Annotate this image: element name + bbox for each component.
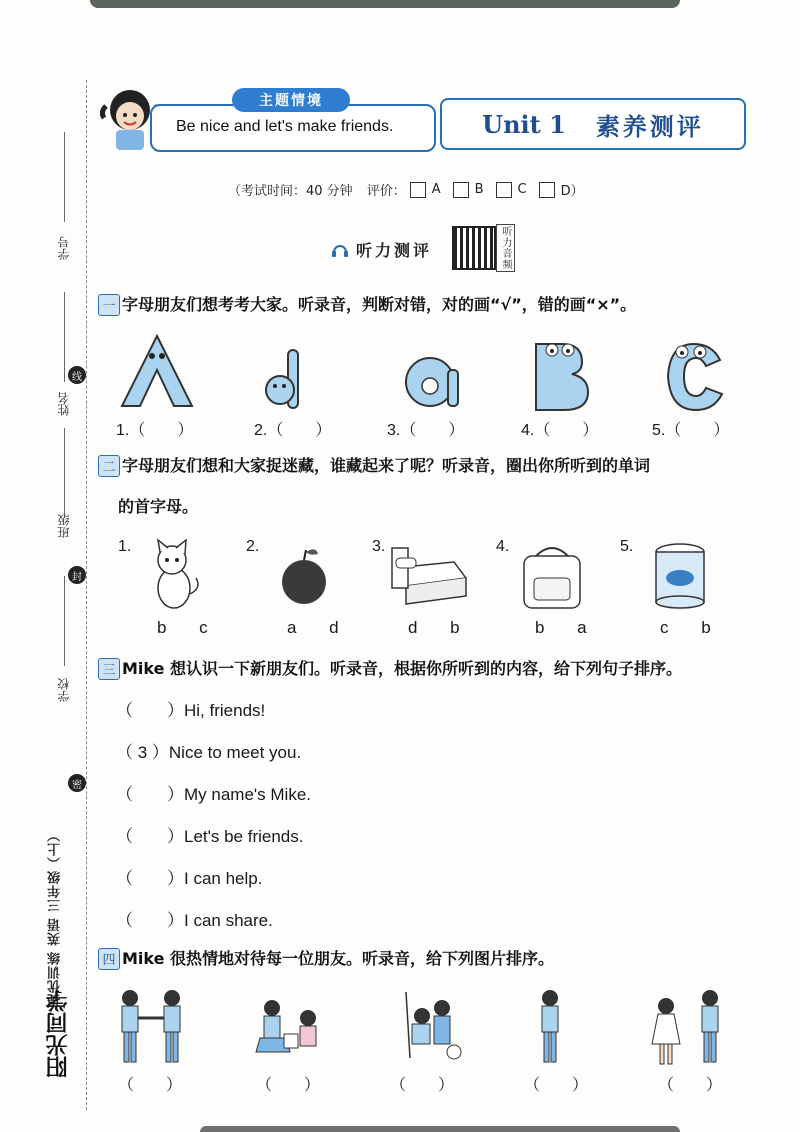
grade-d-checkbox[interactable] [539,182,555,198]
sentence-blank[interactable]: （ ） [116,911,184,930]
sentence-row [116,738,301,763]
sentence-text: Nice to meet you. [168,743,302,762]
s2-number-5: 5. [620,538,634,555]
section3-number: 三 [98,658,120,680]
section2-heading [98,453,650,477]
sentence-text: Hi, friends! [184,701,266,720]
kids-sharing-icon [256,1000,316,1052]
sentence-text: I can help. [184,869,263,888]
s1-answer-1[interactable]: 1.（ ） [116,422,194,439]
sentence-blank[interactable]: （ ） [116,827,184,846]
can-icon [656,544,704,608]
grade-a-checkbox[interactable] [410,182,426,198]
s2-choices-2[interactable]: a d [287,618,353,637]
theme-tag: 主题情境 [232,88,350,112]
s2-number-3: 3. [372,538,386,555]
name-rule [64,292,65,382]
section1-heading [98,292,636,316]
s4-answer-5[interactable]: （ ） [658,1077,723,1094]
grade-b-checkbox[interactable] [453,182,469,198]
boy-and-girl-greeting-icon [652,990,718,1064]
listening-title: 听力测评 [356,241,433,260]
section1-letters [112,330,752,414]
s4-answer-3[interactable]: （ ） [390,1077,455,1094]
top-edge-strip [90,0,680,8]
boy-standing-icon [542,990,558,1062]
grade-label: 评价： [366,184,406,199]
sentence-row [116,780,311,805]
s2-choices-4[interactable]: b a [535,618,601,637]
grade-c-checkbox[interactable] [496,182,512,198]
name-label: 姓名 [57,392,71,416]
sentence-text: My name's Mike. [184,785,311,804]
section4-instruction: Mike 很热情地对待每一位朋友。听录音，给下列图片排序。 [122,949,555,968]
s2-choices-5[interactable]: c b [660,618,725,637]
letter-c-uppercase-icon [668,344,722,410]
student-id-label: 学号 [57,236,71,260]
school-rule [64,576,65,666]
s2-choices-3[interactable]: d b [408,618,474,637]
s1-answer-3[interactable]: 3.（ ） [387,422,465,439]
theme-sentence: Be nice and let's make friends. [176,118,394,135]
sentence-row [116,864,262,889]
s4-answer-4[interactable]: （ ） [524,1077,589,1094]
section4-pictures [110,988,740,1068]
s1-answer-2[interactable]: 2.（ ） [254,422,332,439]
bind-mark-seal: 封 [68,566,86,584]
sentence-row [116,822,303,847]
s2-number-2: 2. [246,538,260,555]
boys-shaking-hands-icon [122,990,180,1062]
bind-mark-secret: 密 [68,774,86,792]
book-title: 提优训练 英语 三年级（上） [48,828,63,1008]
boy-helping-friend-icon [406,992,461,1059]
class-rule [64,428,65,518]
sentence-text: I can share. [184,911,273,930]
exam-info [228,180,584,199]
s2-number-1: 1. [118,538,132,555]
section2-instruction-1: 字母朋友们想和大家捉迷藏，谁藏起来了呢？听录音，圈出你所听到的单词 [122,456,651,475]
qr-code-icon[interactable] [452,226,496,270]
sentence-blank[interactable]: （ ） [116,701,184,720]
unit-title-box [440,98,746,150]
section4-number: 四 [98,948,120,970]
section3-heading [98,656,682,680]
sentence-blank[interactable]: （ ） [116,869,184,888]
school-label: 学校 [57,678,71,702]
letter-a-lowercase-icon [406,358,458,406]
grade-a-label: A [431,182,441,197]
schoolbag-icon [524,548,580,608]
binding-line [86,80,87,1110]
bottom-edge-strip [200,1126,680,1132]
unit-number: Unit 1 [482,109,566,139]
s2-choices-1[interactable]: b c [157,618,222,637]
student-id-rule [64,132,65,222]
apple-icon [282,549,326,604]
section1-number: 一 [98,294,120,316]
letter-a-uppercase-icon [122,336,192,406]
sentence-blank[interactable]: （ ） [116,785,184,804]
section2-number: 二 [98,455,120,477]
s1-answer-4[interactable]: 4.（ ） [521,422,599,439]
sentence-row [116,696,265,721]
exam-time: （考试时间：40 分钟 [228,184,353,199]
grade-b-label: B [474,182,484,197]
bind-mark-line: 线 [68,366,86,384]
section2-pictures [140,538,740,612]
headphones-icon [330,240,350,260]
brand-logo: 阳光同学 [45,990,71,1078]
section1-instruction: 字母朋友们想考考大家。听录音，判断对错，对的画“√”，错的画“×”。 [122,295,637,314]
s4-answer-1[interactable]: （ ） [118,1077,183,1094]
letter-d-lowercase-icon [266,350,298,408]
cat-icon [158,540,198,608]
class-label: 班级 [57,514,71,538]
s2-number-4: 4. [496,538,510,555]
section4-heading [98,946,554,970]
s4-answer-2[interactable]: （ ） [256,1077,321,1094]
sentence-text: Let's be friends. [184,827,304,846]
section2-instruction-2: 的首字母。 [118,497,199,516]
sentence-row [116,906,273,931]
s1-answer-5[interactable]: 5.（ ） [652,422,730,439]
listening-heading [330,238,432,261]
sentence-blank[interactable]: （ 3 ） [116,743,169,762]
bed-icon [392,548,466,604]
unit-title: 素养测评 [595,112,704,141]
section3-instruction: Mike 想认识一下新朋友们。听录音，根据你所听到的内容，给下列句子排序。 [122,659,683,678]
grade-d-label: D） [560,184,584,199]
letter-b-uppercase-icon [536,344,588,410]
qr-label: 听力音频 [496,224,515,272]
grade-c-label: C [517,182,527,197]
